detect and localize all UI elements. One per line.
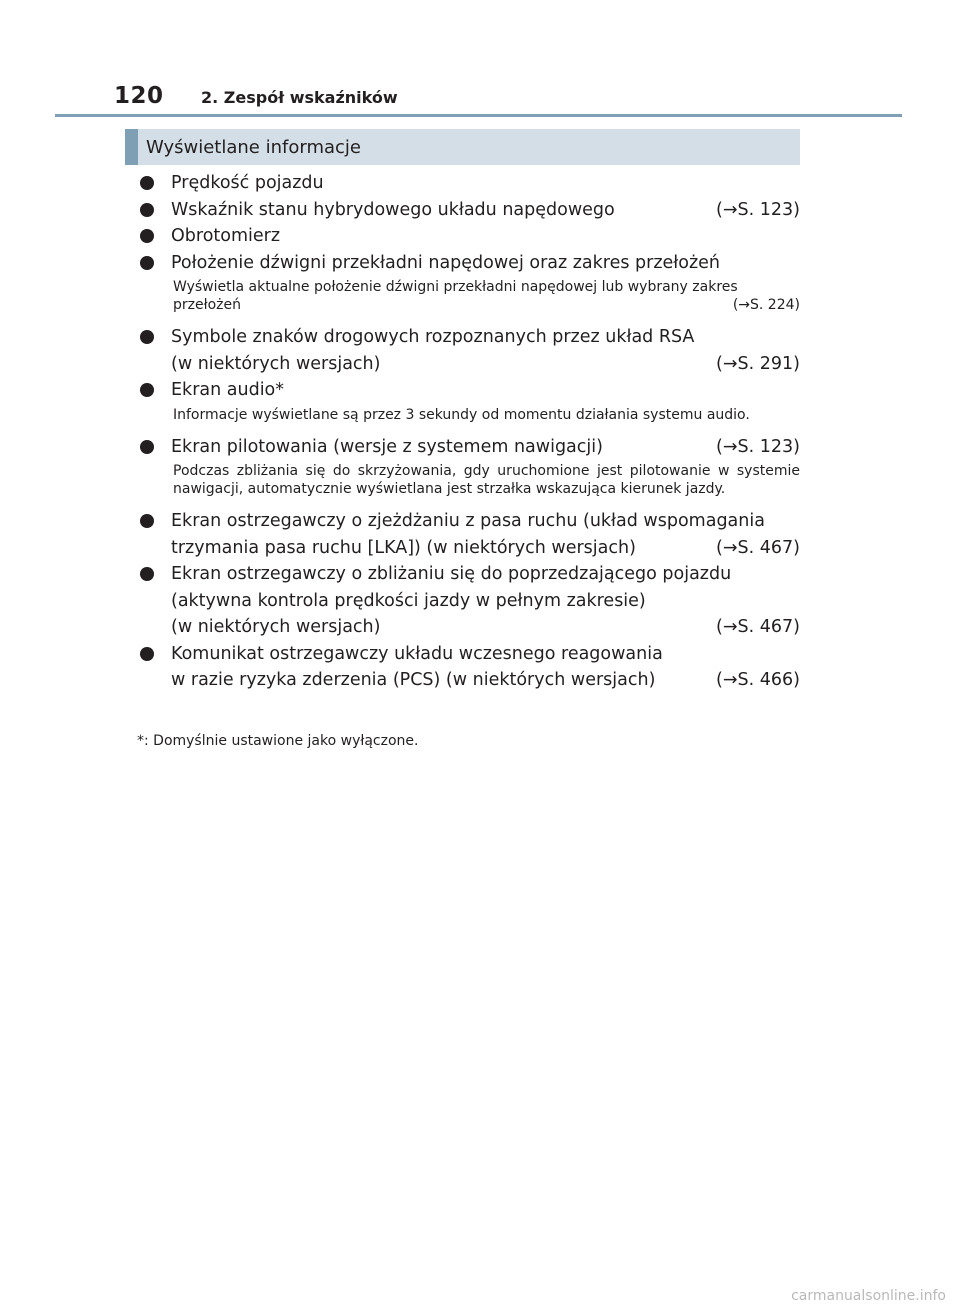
bullet-icon: [140, 256, 154, 270]
bullet-icon: [140, 330, 154, 344]
item-text: (w niektórych wersjach): [171, 353, 381, 374]
list-item: [137, 377, 800, 404]
item-text: Położenie dźwigni przekładni napędowej oraz zakres przełożeń: [171, 252, 721, 273]
item-text: Symbole znaków drogowych rozpoznanych przez układ RSA: [171, 327, 695, 347]
list-item: [137, 641, 800, 694]
item-text: Prędkość pojazdu: [171, 173, 324, 193]
section-title: Wyświetlane informacje: [146, 137, 361, 158]
page-reference[interactable]: (→S. 467): [716, 537, 800, 558]
chapter-title: 2. Zespół wskaźników: [201, 88, 398, 107]
list-item: [137, 170, 800, 197]
item-text: Ekran pilotowania (wersje z systemem nawigacji): [171, 436, 603, 457]
page-reference[interactable]: (→S. 291): [716, 353, 800, 374]
info-list: [137, 170, 800, 694]
list-item: [137, 508, 800, 561]
bullet-icon: [140, 567, 154, 581]
list-item: [137, 434, 800, 461]
bullet-icon: [140, 514, 154, 528]
page-reference[interactable]: (→S. 224): [732, 297, 800, 313]
section-heading: [125, 129, 800, 165]
page-header: [0, 78, 960, 118]
item-text: w razie ryzyka zderzenia (PCS) (w niektórych wersjach): [171, 670, 656, 690]
bullet-icon: [140, 203, 154, 217]
note-text: przełożeń: [173, 297, 241, 313]
page-reference[interactable]: (→S. 466): [716, 670, 800, 690]
bullet-icon: [140, 229, 154, 243]
item-text: trzymania pasa ruchu [LKA]) (w niektórych wersjach): [171, 537, 636, 558]
page-reference[interactable]: (→S. 467): [716, 617, 800, 637]
item-text: Ekran ostrzegawczy o zjeżdżaniu z pasa ruchu (układ wspomagania: [171, 511, 765, 531]
item-text: (aktywna kontrola prędkości jazdy w pełnym zakresie): [171, 590, 646, 611]
footnote: *: Domyślnie ustawione jako wyłączone.: [137, 733, 419, 749]
item-text: (w niektórych wersjach): [171, 617, 381, 637]
bullet-icon: [140, 383, 154, 397]
note-text: Wyświetla aktualne położenie dźwigni przekładni napędowej lub wybrany zakres: [173, 279, 738, 295]
page-reference[interactable]: (→S. 123): [716, 436, 800, 457]
page-number: 120: [114, 83, 164, 109]
list-item: [137, 197, 800, 224]
bullet-icon: [140, 647, 154, 661]
page-reference[interactable]: (→S. 123): [716, 199, 800, 220]
item-note: [137, 278, 800, 314]
item-text: Obrotomierz: [171, 226, 281, 246]
item-note: Podczas zbliżania się do skrzyżowania, gdy uruchomione jest pilotowanie w systemie nawigacji, automatycznie wyświetlana jest strzałka wskazująca kierunek jazdy.: [173, 463, 800, 497]
list-item: [137, 324, 800, 377]
item-text: Ekran audio*: [171, 380, 285, 400]
header-rule: [55, 114, 902, 117]
item-text: Komunikat ostrzegawczy układu wczesnego reagowania: [171, 643, 663, 664]
bullet-icon: [140, 176, 154, 190]
watermark: carmanualsonline.info: [791, 1288, 946, 1304]
bullet-icon: [140, 440, 154, 454]
list-item: [137, 250, 800, 277]
list-item: [137, 561, 800, 641]
item-text: Wskaźnik stanu hybrydowego układu napędowego: [171, 199, 615, 220]
list-item: [137, 223, 800, 250]
item-note: Informacje wyświetlane są przez 3 sekundy od momentu działania systemu audio.: [173, 406, 750, 423]
item-text: Ekran ostrzegawczy o zbliżaniu się do poprzedzającego pojazdu: [171, 564, 732, 584]
